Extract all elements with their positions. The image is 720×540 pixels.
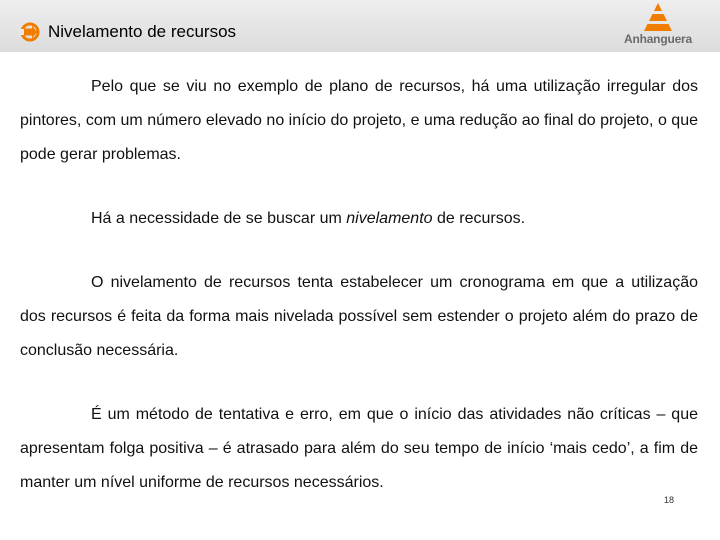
paragraph-2-text-start: Há a necessidade de se buscar um bbox=[91, 210, 347, 227]
paragraph-3-text: O nivelamento de recursos tenta estabelecer um cronograma em que a utilização dos recursos é feita da forma mais nivelada possível sem estender o projeto além do prazo de conclusão necessária. bbox=[20, 274, 698, 359]
paragraph-1 bbox=[20, 70, 698, 172]
circle-arrow-icon bbox=[20, 22, 40, 42]
paragraph-3 bbox=[20, 266, 698, 368]
paragraph-2-emphasis: nivelamento bbox=[346, 210, 433, 227]
paragraph-2-text-end: de recursos. bbox=[432, 210, 526, 227]
slide-header bbox=[0, 0, 720, 52]
paragraph-4 bbox=[20, 398, 698, 500]
anhanguera-logo-icon bbox=[642, 3, 674, 31]
anhanguera-logo bbox=[620, 3, 718, 49]
paragraph-4-text: É um método de tentativa e erro, em que o início das atividades não críticas – que apresentam folga positiva – é atrasado para além do seu tempo de início ‘mais cedo’, a fim de manter um nível uniforme de recursos necessários. bbox=[20, 406, 698, 491]
logo-text: Anhanguera bbox=[623, 32, 692, 46]
page-number: 18 bbox=[664, 495, 675, 505]
slide-body bbox=[20, 70, 698, 530]
paragraph-1-text: Pelo que se viu no exemplo de plano de recursos, há uma utilização irregular dos pintores, com um número elevado no início do projeto, e uma redução ao final do projeto, o que pode gerar problemas. bbox=[20, 78, 698, 163]
paragraph-2 bbox=[20, 202, 698, 236]
page-title: Nivelamento de recursos bbox=[48, 22, 237, 41]
